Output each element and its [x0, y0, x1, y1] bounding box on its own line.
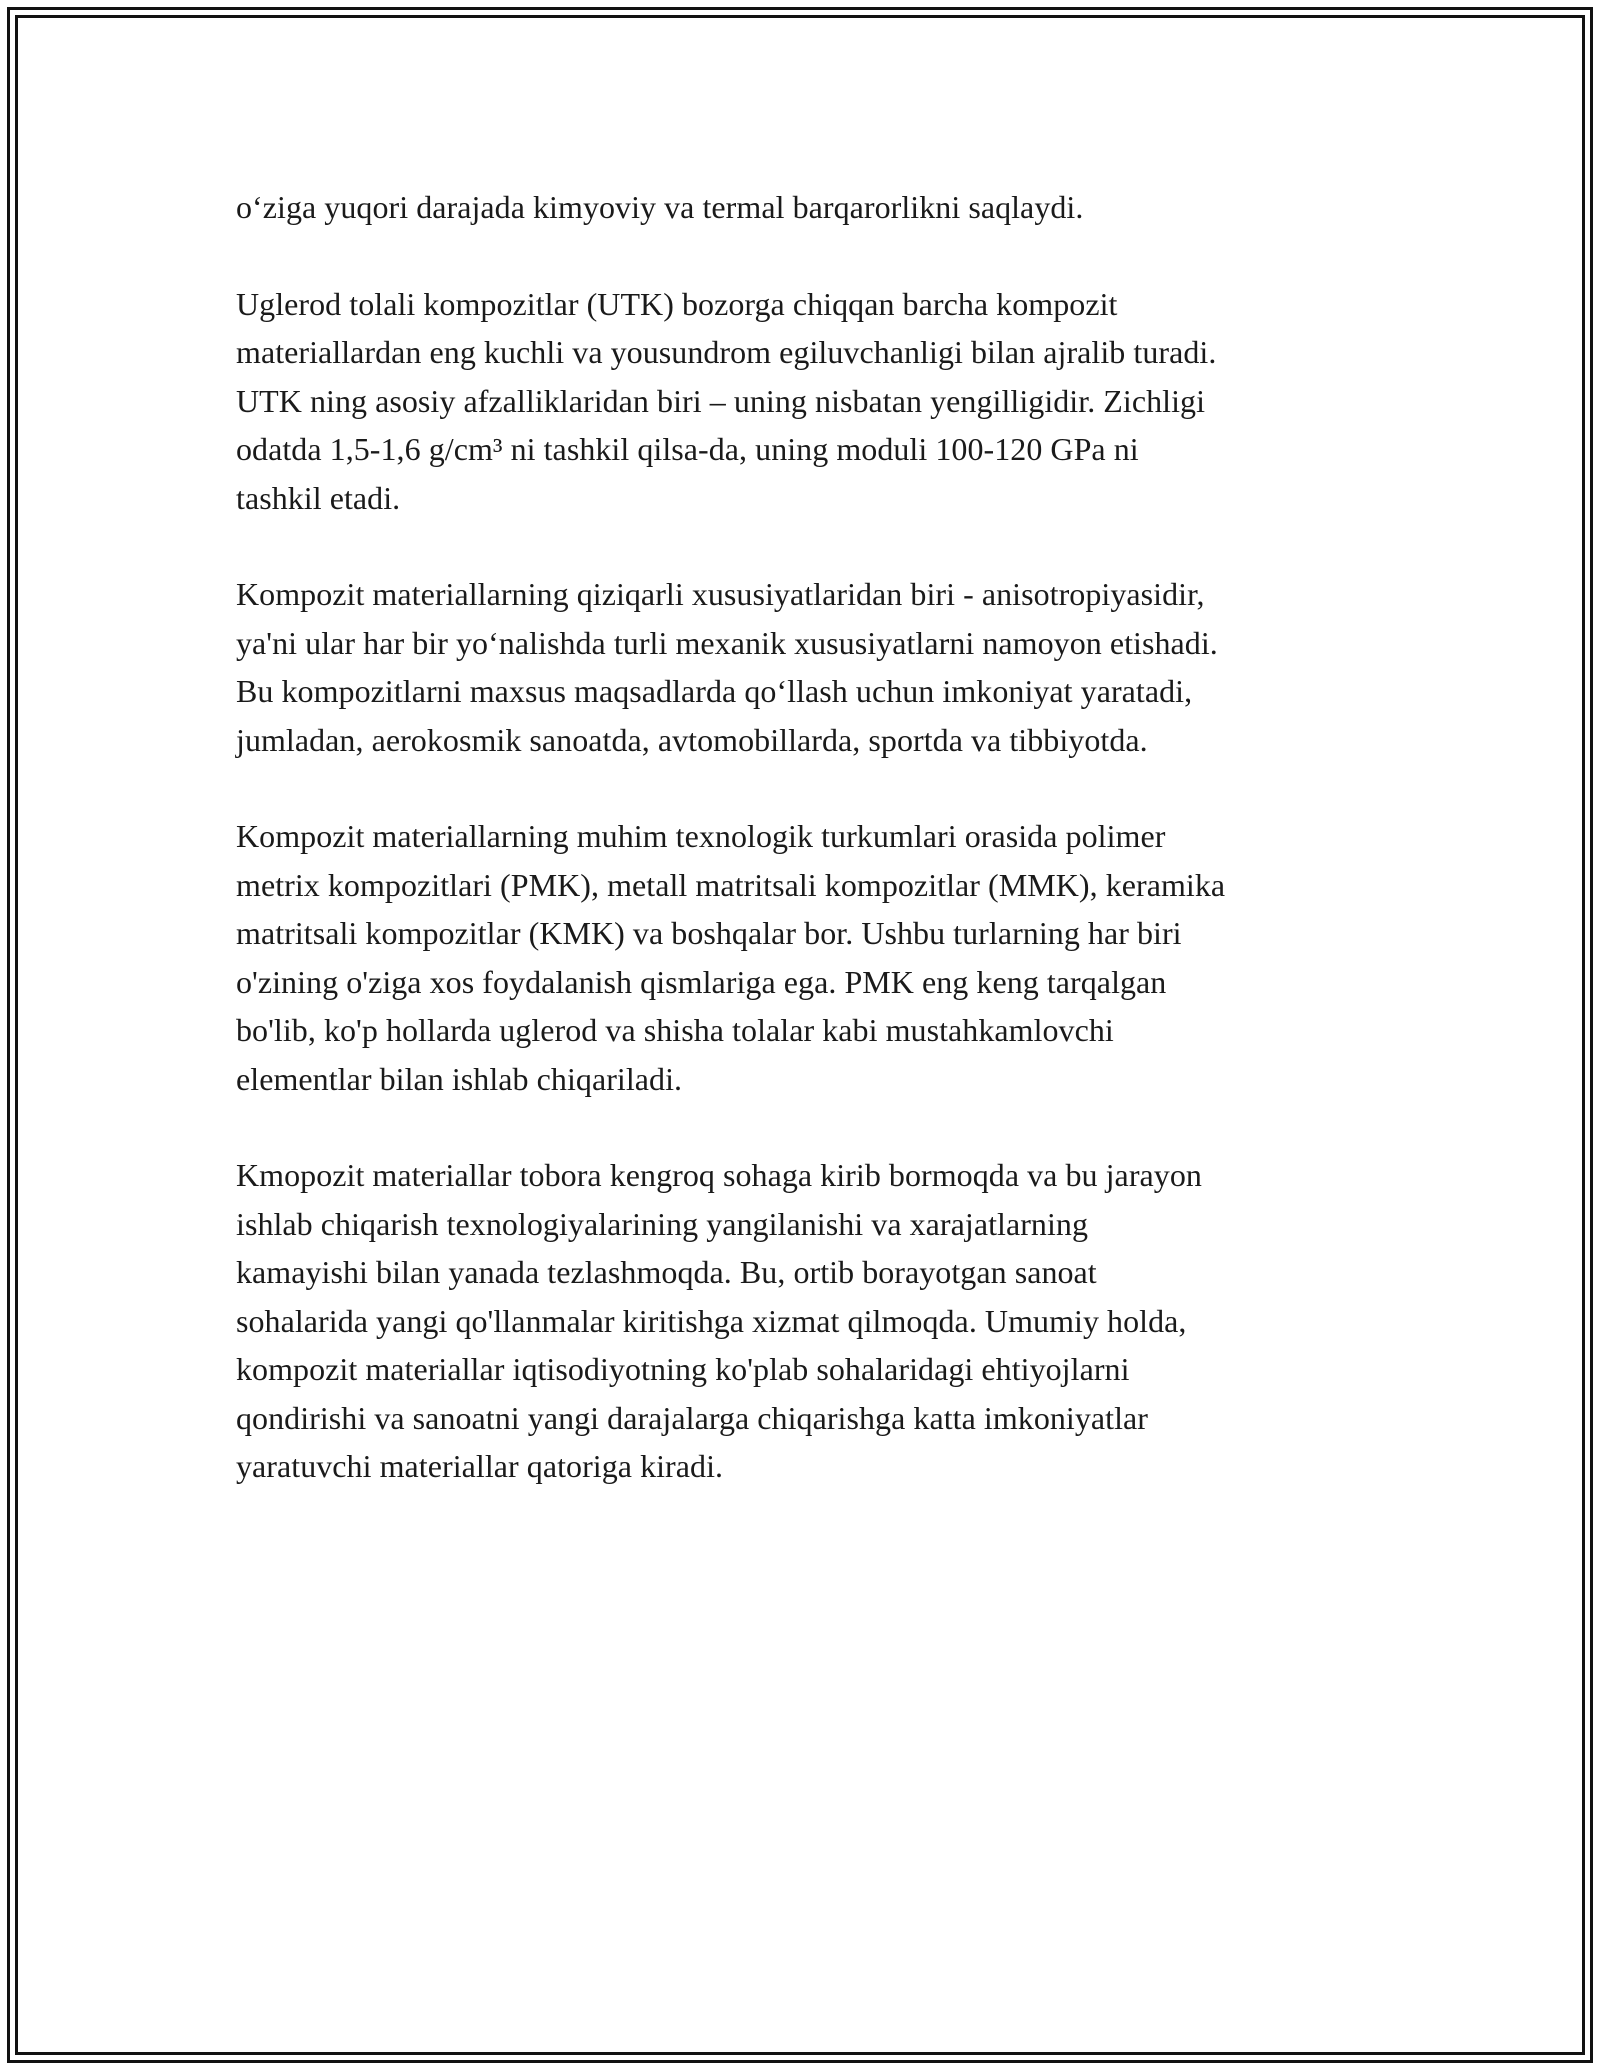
- paragraph-line: o'zining o'ziga xos foydalanish qismlariga ega. PMK eng keng tarqalgan: [236, 963, 1167, 1000]
- paragraph-line: tashkil etadi.: [236, 479, 401, 516]
- paragraph-line: matritsali kompozitlar (KMK) va boshqalar bor. Ushbu turlarning har biri: [236, 915, 1182, 951]
- paragraph-line: UTK ning asosiy afzalliklaridan biri – uning nisbatan yengilligidir. Zichligi: [236, 382, 1206, 419]
- paragraph-line: elementlar bilan ishlab chiqariladi.: [236, 1060, 683, 1097]
- paragraph-1: [236, 183, 1406, 232]
- document-body: [236, 183, 1406, 1539]
- paragraph-line: qondirishi va sanoatni yangi darajalarga chiqarishga katta imkoniyatlar: [236, 1399, 1149, 1436]
- paragraph-line: metrix kompozitlari (PMK), metall matritsali kompozitlar (MMK), keramika: [236, 866, 1226, 903]
- paragraph-3: [236, 570, 1406, 764]
- paragraph-5: [236, 1151, 1406, 1491]
- paragraph-line: jumladan, aerokosmik sanoatda, avtomobillarda, sportda va tibbiyotda.: [236, 721, 1148, 758]
- paragraph-line: yaratuvchi materiallar qatoriga kiradi.: [236, 1448, 724, 1484]
- paragraph-line: materiallardan eng kuchli va yousundrom egiluvchanligi bilan ajralib turadi.: [236, 334, 1217, 370]
- paragraph-2: [236, 280, 1406, 523]
- paragraph-4: [236, 812, 1406, 1103]
- paragraph-line: sohalarida yangi qo'llanmalar kiritishga xizmat qilmoqda. Umumiy holda,: [236, 1302, 1187, 1339]
- paragraph-line: Uglerod tolali kompozitlar (UTK) bozorga chiqqan barcha kompozit: [236, 285, 1118, 322]
- paragraph-line: Kmopozit materiallar tobora kengroq sohaga kirib bormoqda va bu jarayon: [236, 1157, 1202, 1193]
- paragraph-line: bo'lib, ko'p hollarda uglerod va shisha tolalar kabi mustahkamlovchi: [236, 1012, 1114, 1048]
- paragraph-line: ya'ni ular har bir yo‘nalishda turli mexanik xususiyatlarni namoyon etishadi.: [236, 624, 1218, 661]
- paragraph-line: Bu kompozitlarni maxsus maqsadlarda qo‘llash uchun imkoniyat yaratadi,: [236, 673, 1193, 709]
- paragraph-line: o‘ziga yuqori darajada kimyoviy va termal barqarorlikni saqlaydi.: [236, 189, 1084, 225]
- paragraph-line: Kompozit materiallarning muhim texnologik turkumlari orasida polimer: [236, 818, 1166, 854]
- paragraph-line: odatda 1,5-1,6 g/cm³ ni tashkil qilsa-da, uning moduli 100-120 GPa ni: [236, 431, 1139, 467]
- paragraph-line: kompozit materiallar iqtisodiyotning ko'plab sohalaridagi ehtiyojlarni: [236, 1351, 1130, 1387]
- paragraph-line: Kompozit materiallarning qiziqarli xususiyatlaridan biri - anisotropiyasidir,: [236, 576, 1205, 612]
- paragraph-line: ishlab chiqarish texnologiyalarining yangilanishi va xarajatlarning: [236, 1205, 1089, 1242]
- paragraph-line: kamayishi bilan yanada tezlashmoqda. Bu, ortib borayotgan sanoat: [236, 1254, 1097, 1290]
